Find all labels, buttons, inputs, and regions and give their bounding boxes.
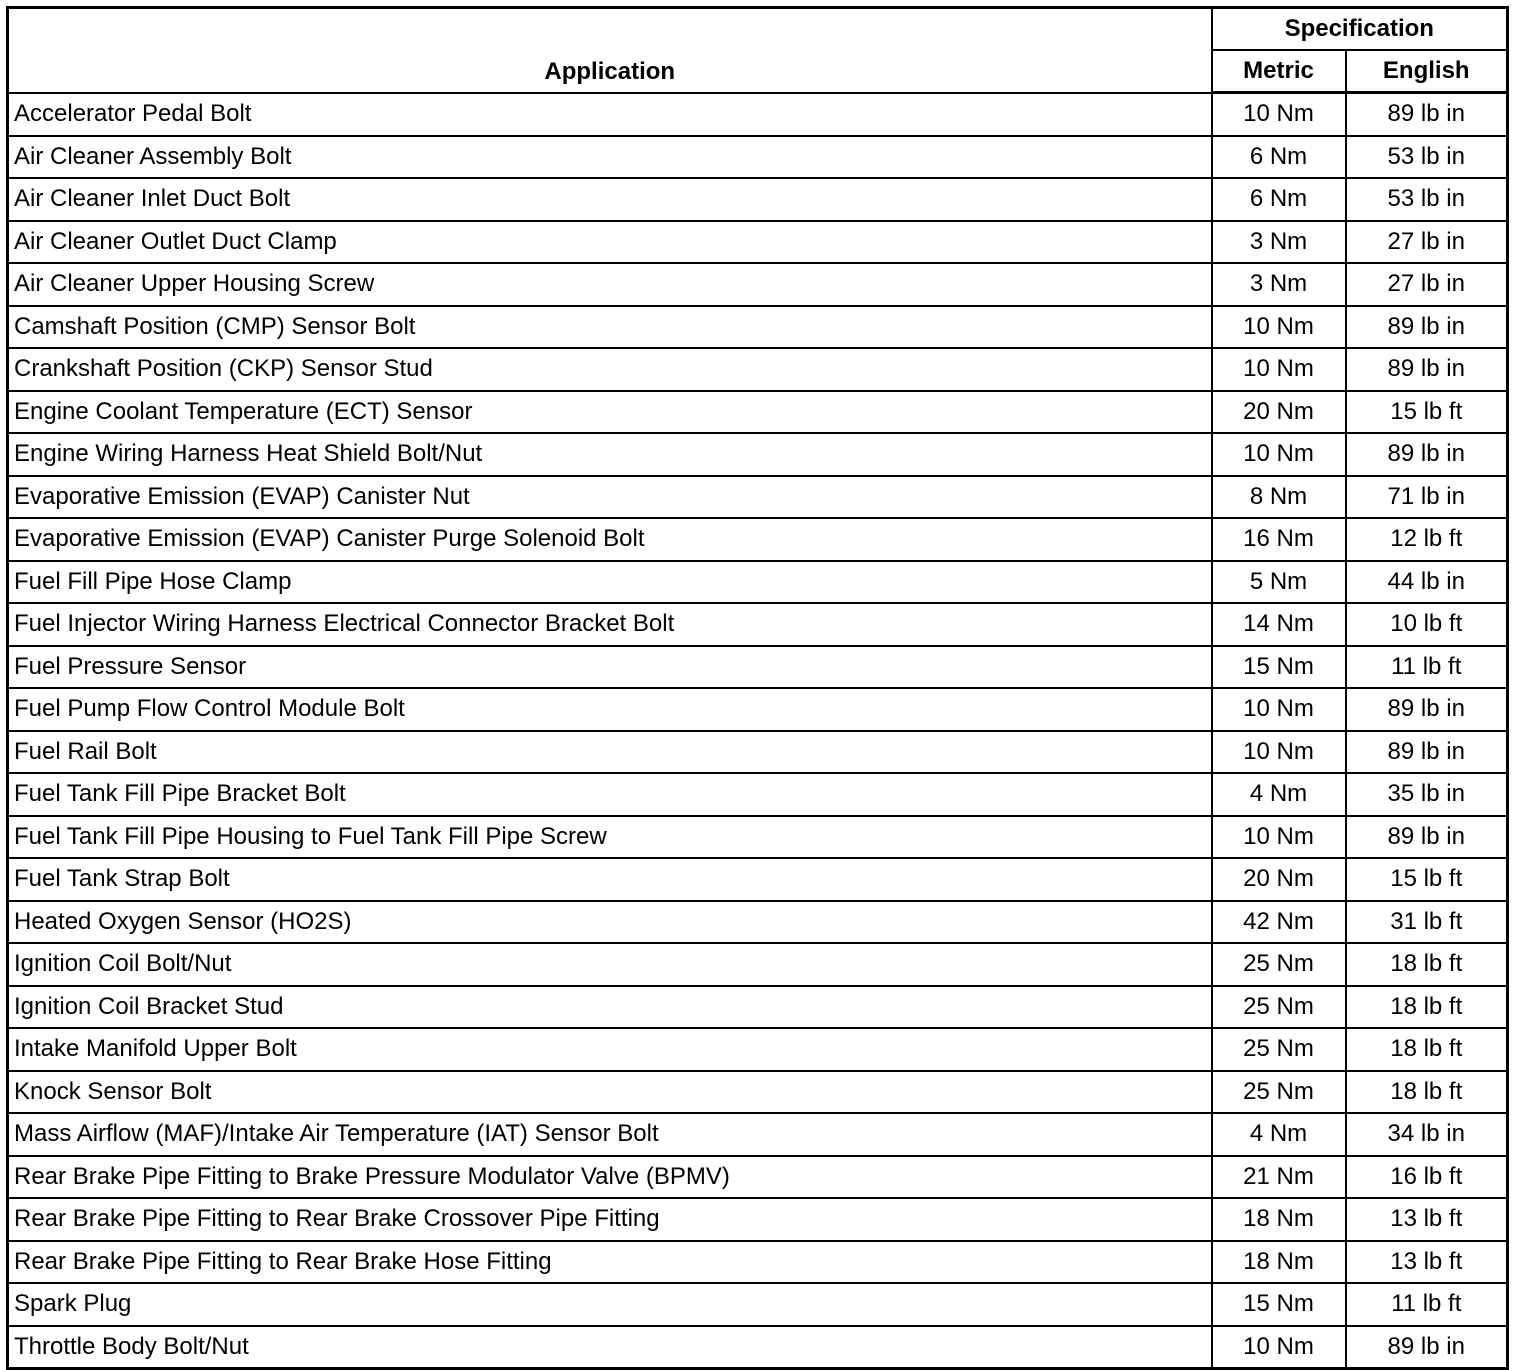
metric-cell: 5 Nm: [1212, 561, 1346, 604]
metric-cell: 25 Nm: [1212, 986, 1346, 1029]
application-cell: Evaporative Emission (EVAP) Canister Purge Solenoid Bolt: [8, 518, 1212, 561]
table-row: [8, 178, 1508, 221]
metric-cell: 25 Nm: [1212, 1028, 1346, 1071]
table-row: [8, 986, 1508, 1029]
application-cell: Throttle Body Bolt/Nut: [8, 1326, 1212, 1369]
table-row: [8, 816, 1508, 859]
application-cell: Engine Wiring Harness Heat Shield Bolt/Nut: [8, 433, 1212, 476]
application-cell: Fuel Pressure Sensor: [8, 646, 1212, 689]
metric-cell: 6 Nm: [1212, 178, 1346, 221]
metric-cell: 6 Nm: [1212, 136, 1346, 179]
table-row: [8, 561, 1508, 604]
table-row: [8, 731, 1508, 774]
application-cell: Fuel Tank Strap Bolt: [8, 858, 1212, 901]
fastener-specification-table: [6, 6, 1509, 1370]
english-cell: 89 lb in: [1346, 93, 1508, 136]
application-cell: Air Cleaner Outlet Duct Clamp: [8, 221, 1212, 264]
english-cell: 18 lb ft: [1346, 943, 1508, 986]
table-row: [8, 1241, 1508, 1284]
metric-cell: 25 Nm: [1212, 1071, 1346, 1114]
table-row: [8, 93, 1508, 136]
metric-cell: 4 Nm: [1212, 773, 1346, 816]
table-row: [8, 943, 1508, 986]
metric-cell: 4 Nm: [1212, 1113, 1346, 1156]
application-cell: Rear Brake Pipe Fitting to Rear Brake Hose Fitting: [8, 1241, 1212, 1284]
english-cell: 13 lb ft: [1346, 1198, 1508, 1241]
english-cell: 89 lb in: [1346, 816, 1508, 859]
metric-cell: 14 Nm: [1212, 603, 1346, 646]
metric-cell: 18 Nm: [1212, 1241, 1346, 1284]
table-row: [8, 263, 1508, 306]
metric-cell: 10 Nm: [1212, 688, 1346, 731]
application-cell: Heated Oxygen Sensor (HO2S): [8, 901, 1212, 944]
application-cell: Fuel Tank Fill Pipe Bracket Bolt: [8, 773, 1212, 816]
english-cell: 89 lb in: [1346, 348, 1508, 391]
metric-cell: 10 Nm: [1212, 1326, 1346, 1369]
english-cell: 89 lb in: [1346, 306, 1508, 349]
english-cell: 10 lb ft: [1346, 603, 1508, 646]
english-cell: 15 lb ft: [1346, 858, 1508, 901]
application-cell: Intake Manifold Upper Bolt: [8, 1028, 1212, 1071]
table-row: [8, 1113, 1508, 1156]
table-header: [8, 8, 1508, 93]
english-cell: 12 lb ft: [1346, 518, 1508, 561]
application-cell: Fuel Tank Fill Pipe Housing to Fuel Tank Fill Pipe Screw: [8, 816, 1212, 859]
english-cell: 89 lb in: [1346, 731, 1508, 774]
metric-cell: 42 Nm: [1212, 901, 1346, 944]
english-cell: 53 lb in: [1346, 178, 1508, 221]
english-cell: 44 lb in: [1346, 561, 1508, 604]
table-row: [8, 518, 1508, 561]
metric-cell: 10 Nm: [1212, 348, 1346, 391]
application-cell: Fuel Pump Flow Control Module Bolt: [8, 688, 1212, 731]
table-row: [8, 646, 1508, 689]
english-cell: 34 lb in: [1346, 1113, 1508, 1156]
table-row: [8, 858, 1508, 901]
table-row: [8, 476, 1508, 519]
application-cell: Air Cleaner Upper Housing Screw: [8, 263, 1212, 306]
english-cell: 89 lb in: [1346, 1326, 1508, 1369]
application-cell: Rear Brake Pipe Fitting to Rear Brake Crossover Pipe Fitting: [8, 1198, 1212, 1241]
application-cell: Spark Plug: [8, 1283, 1212, 1326]
metric-cell: 10 Nm: [1212, 433, 1346, 476]
metric-cell: 21 Nm: [1212, 1156, 1346, 1199]
table-row: [8, 1326, 1508, 1369]
metric-cell: 15 Nm: [1212, 646, 1346, 689]
table-row: [8, 221, 1508, 264]
metric-cell: 3 Nm: [1212, 263, 1346, 306]
table-row: [8, 688, 1508, 731]
english-cell: 53 lb in: [1346, 136, 1508, 179]
application-cell: Mass Airflow (MAF)/Intake Air Temperature (IAT) Sensor Bolt: [8, 1113, 1212, 1156]
metric-cell: 15 Nm: [1212, 1283, 1346, 1326]
metric-cell: 20 Nm: [1212, 391, 1346, 434]
header-row-top: [8, 8, 1508, 51]
metric-column-header: Metric: [1212, 50, 1346, 93]
metric-cell: 16 Nm: [1212, 518, 1346, 561]
table-row: [8, 1283, 1508, 1326]
english-cell: 71 lb in: [1346, 476, 1508, 519]
application-cell: Engine Coolant Temperature (ECT) Sensor: [8, 391, 1212, 434]
metric-cell: 10 Nm: [1212, 816, 1346, 859]
metric-cell: 10 Nm: [1212, 306, 1346, 349]
english-cell: 89 lb in: [1346, 688, 1508, 731]
english-cell: 31 lb ft: [1346, 901, 1508, 944]
english-cell: 27 lb in: [1346, 221, 1508, 264]
english-cell: 11 lb ft: [1346, 1283, 1508, 1326]
metric-cell: 25 Nm: [1212, 943, 1346, 986]
table-row: [8, 1156, 1508, 1199]
application-cell: Ignition Coil Bolt/Nut: [8, 943, 1212, 986]
english-cell: 35 lb in: [1346, 773, 1508, 816]
table-row: [8, 306, 1508, 349]
metric-cell: 10 Nm: [1212, 93, 1346, 136]
table-row: [8, 1198, 1508, 1241]
english-cell: 18 lb ft: [1346, 1028, 1508, 1071]
table-row: [8, 603, 1508, 646]
table-body: [8, 93, 1508, 1369]
application-cell: Knock Sensor Bolt: [8, 1071, 1212, 1114]
specification-column-header: Specification: [1212, 8, 1508, 51]
application-cell: Air Cleaner Assembly Bolt: [8, 136, 1212, 179]
metric-cell: 3 Nm: [1212, 221, 1346, 264]
table-row: [8, 433, 1508, 476]
application-cell: Fuel Rail Bolt: [8, 731, 1212, 774]
application-cell: Rear Brake Pipe Fitting to Brake Pressure Modulator Valve (BPMV): [8, 1156, 1212, 1199]
table-row: [8, 391, 1508, 434]
english-cell: 89 lb in: [1346, 433, 1508, 476]
table-row: [8, 1028, 1508, 1071]
application-cell: Fuel Fill Pipe Hose Clamp: [8, 561, 1212, 604]
application-cell: Crankshaft Position (CKP) Sensor Stud: [8, 348, 1212, 391]
english-cell: 15 lb ft: [1346, 391, 1508, 434]
application-cell: Evaporative Emission (EVAP) Canister Nut: [8, 476, 1212, 519]
english-cell: 18 lb ft: [1346, 1071, 1508, 1114]
table-row: [8, 1071, 1508, 1114]
english-cell: 16 lb ft: [1346, 1156, 1508, 1199]
application-cell: Air Cleaner Inlet Duct Bolt: [8, 178, 1212, 221]
table-row: [8, 348, 1508, 391]
table-row: [8, 773, 1508, 816]
metric-cell: 8 Nm: [1212, 476, 1346, 519]
english-cell: 27 lb in: [1346, 263, 1508, 306]
table-row: [8, 136, 1508, 179]
application-cell: Camshaft Position (CMP) Sensor Bolt: [8, 306, 1212, 349]
english-cell: 18 lb ft: [1346, 986, 1508, 1029]
table-row: [8, 901, 1508, 944]
english-cell: 11 lb ft: [1346, 646, 1508, 689]
application-column-header: Application: [8, 8, 1212, 93]
metric-cell: 18 Nm: [1212, 1198, 1346, 1241]
metric-cell: 20 Nm: [1212, 858, 1346, 901]
metric-cell: 10 Nm: [1212, 731, 1346, 774]
application-cell: Fuel Injector Wiring Harness Electrical Connector Bracket Bolt: [8, 603, 1212, 646]
english-cell: 13 lb ft: [1346, 1241, 1508, 1284]
english-column-header: English: [1346, 50, 1508, 93]
application-cell: Accelerator Pedal Bolt: [8, 93, 1212, 136]
application-cell: Ignition Coil Bracket Stud: [8, 986, 1212, 1029]
